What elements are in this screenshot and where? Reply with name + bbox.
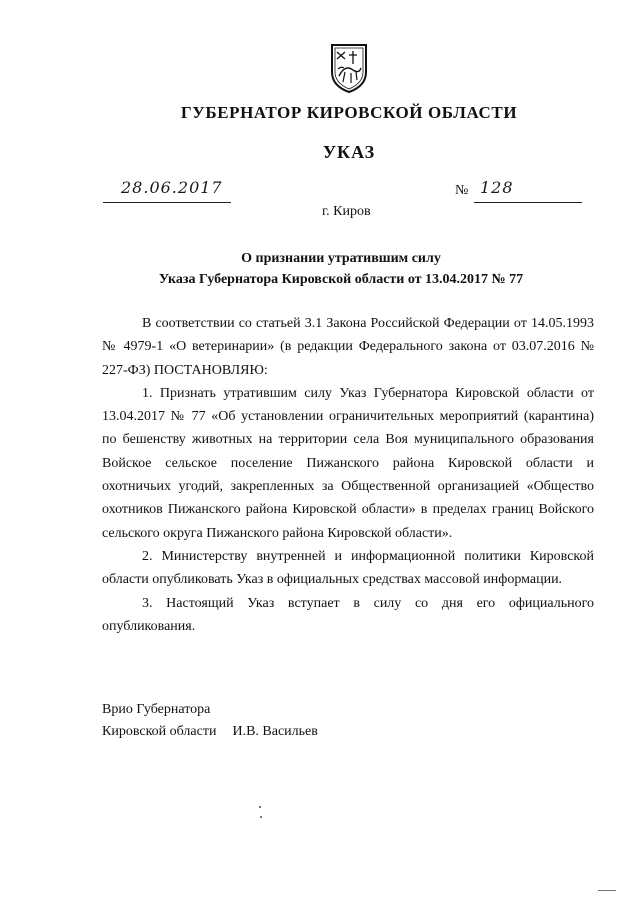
subject-line-2: Указа Губернатора Кировской области от 13.04.2017 № 77 [158,272,524,287]
signature-row [102,721,318,743]
issuer-title: ГУБЕРНАТОР КИРОВСКОЙ ОБЛАСТИ [180,103,518,122]
handwritten-date: 28.06.2017 [121,178,223,197]
signatory-name: И.В. Васильев [232,724,318,739]
scan-speck [259,806,261,808]
number-label: № [455,183,469,198]
date-field [103,178,231,203]
signature-block [102,699,318,743]
signatory-position-line-2: Кировской области [102,724,217,739]
subject-line-1: О признании утратившим силу [241,251,441,266]
item-1-paragraph: 1. Признать утратившим силу Указ Губернатора Кировской области от 13.04.2017 № 77 «Об установлении ограничительных мероприятий (карантина) по бешенству животных на территории села Воя муниципального образования Войское сельское поселение Пижанского района Кировской области и охотничьих угодий, закрепленных за Общественной организацией «Общество охотников Пижанского района Кировской области» в пределах границ Войского сельского округа Пижанского района Кировской области». [102,385,594,541]
scan-speck [260,816,262,818]
coat-of-arms-icon [329,42,369,94]
preamble-paragraph: В соответствии со статьей 3.1 Закона Российской Федерации от 14.05.1993 № 4979-1 «О ветеринарии» (в редакции Федерального закона от 03.07.2016 № 227-ФЗ) ПОСТАНОВЛЯЮ: [102,316,594,378]
handwritten-number: 128 [480,178,514,197]
signatory-position-line-1: Врио Губернатора [102,702,211,717]
number-field [474,178,582,203]
document-body [102,312,594,638]
item-3-paragraph: 3. Настоящий Указ вступает в силу со дня его официального опубликования. [102,595,594,634]
document-type: УКАЗ [322,142,376,162]
item-2-paragraph: 2. Министерству внутренней и информационной политики Кировской области опубликовать Указ в официальных средствах массовой информации. [102,548,594,588]
city-label: г. Киров [322,204,371,219]
scan-mark [598,890,616,894]
document-subject [0,248,640,290]
